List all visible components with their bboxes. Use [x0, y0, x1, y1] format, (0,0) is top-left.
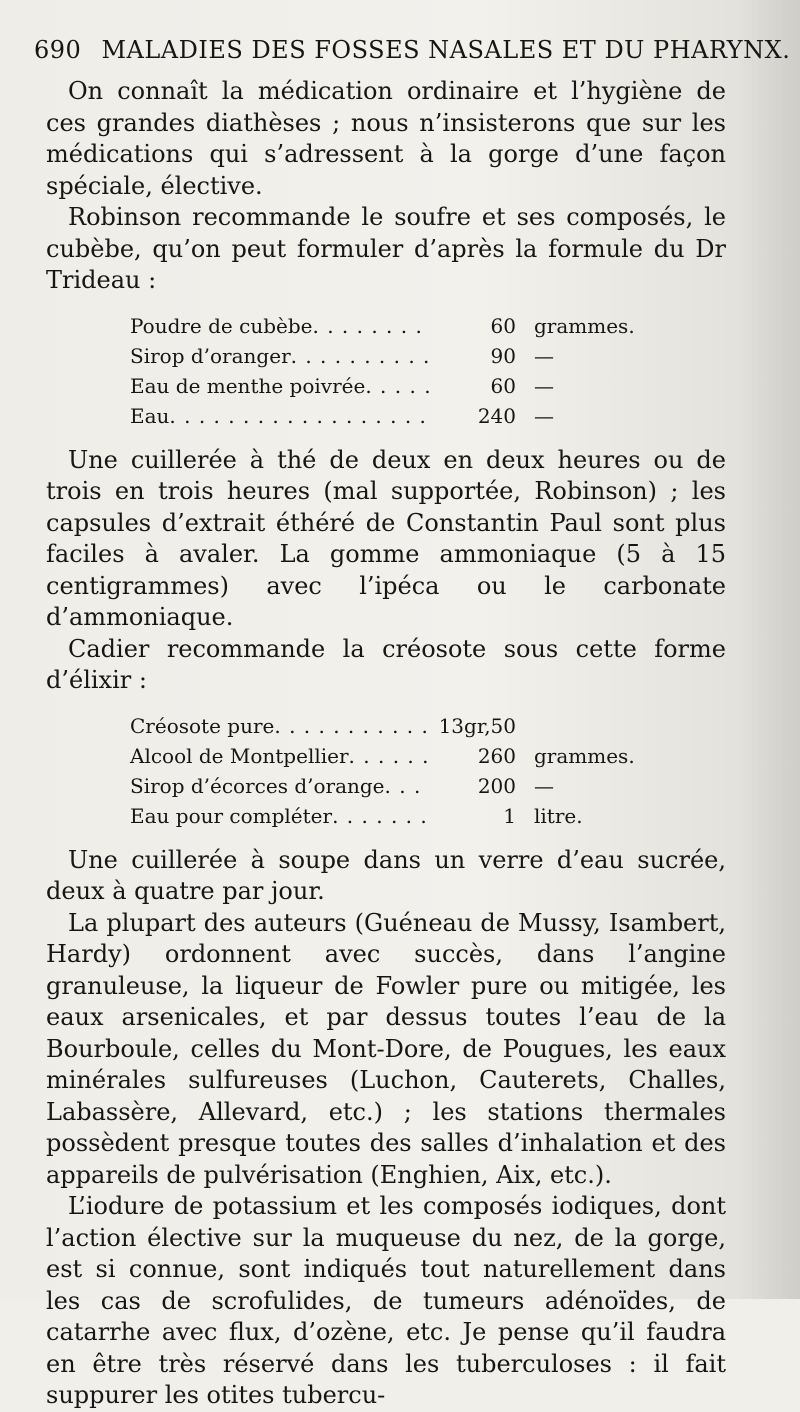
recipe-row — [130, 771, 650, 801]
ingredient-name: Alcool de Montpellier — [130, 743, 349, 768]
running-header — [34, 36, 791, 64]
ingredient-quantity: 60 — [490, 373, 516, 398]
leader-dots — [349, 741, 430, 771]
paragraph-5: Une cuillerée à soupe dans un verre d’eau sucrée, deux à quatre par jour. — [46, 845, 726, 905]
ingredient-name: Sirop d’oranger — [130, 343, 291, 368]
paragraph-6: La plupart des auteurs (Guéneau de Mussy, Isambert, Hardy) ordonnent avec succès, dans l’angine granuleuse, la liqueur de Fowler pure ou mitigée, les eaux arsenicales, et par dessus toutes l’eau de la Bourboule, celles du Mont-Dore, de Pougues, les eaux minérales sulfureuses (Luchon, Cauterets, Challes, Labassère, Allevard, etc.) ; les stations thermales possèdent presque toutes des salles d’inhalation et des appareils de pulvérisation (Enghien, Aix, etc.). — [46, 908, 726, 1189]
recipe-row — [130, 341, 650, 371]
ingredient-quantity: 260 — [477, 743, 516, 768]
ingredient-name: Poudre de cubèbe — [130, 313, 313, 338]
recipe-cubebe — [130, 311, 650, 431]
page-number: 690 — [34, 36, 82, 64]
ingredient-unit: litre. — [534, 803, 583, 828]
ingredient-quantity: 90 — [490, 343, 516, 368]
ingredient-unit: — — [534, 403, 554, 428]
leader-dots — [332, 801, 430, 831]
paragraph-7: L’iodure de potassium et les composés iodiques, dont l’action élective sur la muqueuse du nez, de la gorge, est si connue, sont indiqués tout naturellement dans les cas de scrofulides, de tumeurs adénoïdes, de catarrhe avec flux, d’ozène, etc. Je pense qu’il faudra en être très réservé dans les tuberculoses : il fait suppurer les otites tubercu- — [46, 1192, 726, 1409]
ingredient-name: Eau pour compléter — [130, 803, 333, 828]
recipe-row — [130, 311, 650, 341]
ingredient-name: Eau — [130, 403, 170, 428]
recipe-row — [130, 801, 650, 831]
recipe-row — [130, 371, 650, 401]
paragraph-2: Robinson recommande le soufre et ses composés, le cubèbe, qu’on peut formuler d’après la formule du Dr Trideau : — [46, 203, 726, 294]
leader-dots — [291, 341, 430, 371]
leader-dots — [312, 311, 430, 341]
paragraph-3: Une cuillerée à thé de deux en deux heures ou de trois en trois heures (mal supportée, Robinson) ; les capsules d’extrait éthéré de Constantin Paul sont plus faciles à avaler. La gomme ammoniaque (5 à 15 centigrammes) avec l’ipéca ou le carbonate d’ammoniaque. — [46, 445, 726, 631]
ingredient-unit: grammes. — [534, 743, 635, 768]
recipe-row — [130, 741, 650, 771]
leader-dots — [365, 371, 430, 401]
ingredient-quantity: 13gr,50 — [438, 713, 516, 738]
recipe-row — [130, 401, 650, 431]
ingredient-unit: — — [534, 773, 554, 798]
ingredient-unit: — — [534, 343, 554, 368]
page-body — [46, 76, 726, 1412]
leader-dots — [385, 771, 430, 801]
ingredient-quantity: 60 — [490, 313, 516, 338]
paragraph-1: On connaît la médication ordinaire et l’hygiène de ces grandes diathèses ; nous n’insisterons que sur les médications qui s’adressent à la gorge d’une façon spéciale, élective. — [46, 77, 726, 200]
ingredient-name: Sirop d’écorces d’orange — [130, 773, 385, 798]
ingredient-unit: grammes. — [534, 313, 635, 338]
ingredient-name: Créosote pure — [130, 713, 275, 738]
leader-dots — [274, 711, 430, 741]
recipe-row — [130, 711, 650, 741]
ingredient-quantity: 1 — [503, 803, 516, 828]
ingredient-quantity: 200 — [477, 773, 516, 798]
running-title: MALADIES DES FOSSES NASALES ET DU PHARYNX. — [101, 36, 791, 64]
leader-dots — [169, 401, 430, 431]
ingredient-unit: — — [534, 373, 554, 398]
ingredient-quantity: 240 — [477, 403, 516, 428]
recipe-creosote — [130, 711, 650, 831]
ingredient-name: Eau de menthe poivrée — [130, 373, 366, 398]
paragraph-4: Cadier recommande la créosote sous cette forme d’élixir : — [46, 634, 726, 694]
